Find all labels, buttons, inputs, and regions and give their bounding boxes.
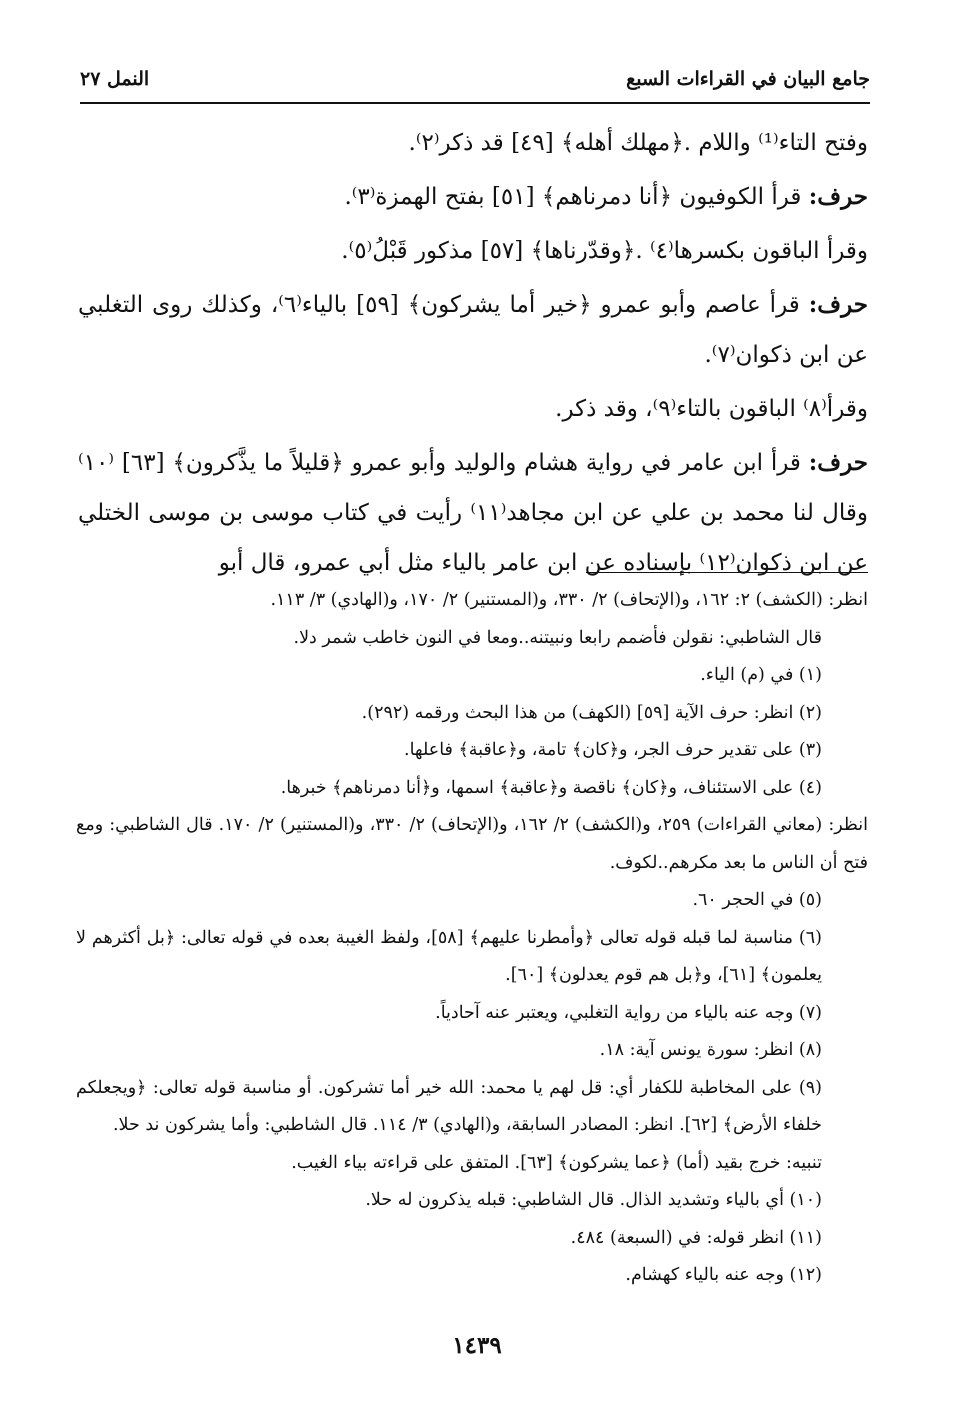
footnote: قال الشاطبي: نقولن فأضمم رابعا ونبيتنه..ومعا في النون خاطب شمر دلا. <box>293 627 822 648</box>
paragraph <box>78 118 868 168</box>
paragraph-label: حرف: <box>808 183 868 210</box>
footnote: تنبيه: خرج بقيد (أما) ﴿عما يشركون﴾ [٦٣]. المتفق على قراءته بياء الغيب. <box>291 1152 822 1173</box>
main-text <box>78 118 868 592</box>
paragraph-text: وقرأ الباقون بكسرها⁽٤⁾ .﴿وقدّرناها﴾ [٥٧] مذكور قَبْلُ⁽٥⁾. <box>341 238 868 264</box>
footnote-separator <box>586 572 868 573</box>
footnote: (١) في (م) الياء. <box>700 665 822 685</box>
footnote: انظر: (معاني القراءات) ٢٥٩، و(الكشف) ٢/ ١٦٢، و(الإتحاف) ٢/ ٣٣٠، و(المستنير) ٢/ ١٧٠. قال الشاطبي: ومع فتح أن الناس ما بعد مكرهم..لكوف. <box>76 815 868 873</box>
page-number: ١٤٣٩ <box>452 1332 502 1359</box>
footnote: (١١) انظر قوله: في (السبعة) ٤٨٤. <box>570 1227 822 1248</box>
footnotes <box>76 582 868 1295</box>
footnote: (٦) مناسبة لما قبله قوله تعالى ﴿وأمطرنا عليهم﴾ [٥٨]، ولفظ الغيبة بعده في قوله تعالى: ﴿بل أكثرهم لا يعلمون﴾ [٦١]، و﴿بل هم قوم يعدلون﴾ [٦٠]. <box>76 927 822 985</box>
header-rule <box>80 102 870 104</box>
paragraph-label: حرف: <box>808 449 869 476</box>
running-header <box>80 64 870 104</box>
footnote: (١٠) أي بالياء وتشديد الذال. قال الشاطبي: قبله يذكرون له حلا. <box>365 1190 822 1210</box>
paragraph-label: حرف: <box>808 291 868 318</box>
footnote: (٢) انظر: حرف الآية [٥٩] (الكهف) من هذا البحث ورقمه (٢٩٢). <box>361 702 822 723</box>
paragraph <box>78 384 868 434</box>
footnote: (٨) انظر: سورة يونس آية: ١٨. <box>599 1040 822 1060</box>
footnote: (٣) على تقدير حرف الجر، و﴿كان﴾ تامة، و﴿عاقبة﴾ فاعلها. <box>404 740 822 760</box>
paragraph-text: قرأ عاصم وأبو عمرو ﴿خير أما يشركون﴾ [٥٩] بالياء⁽٦⁾، وكذلك روى التغلبي عن ابن ذكوان⁽٧⁾. <box>78 292 868 368</box>
paragraph-text: وفتح التاء⁽¹⁾ واللام .﴿مهلك أهله﴾ [٤٩] قد ذكر⁽٢⁾. <box>408 130 868 156</box>
footnote: (٧) وجه عنه بالياء من رواية التغلبي، ويعتبر عنه آحادياً. <box>435 1002 822 1023</box>
footnote: (٩) على المخاطبة للكفار أي: قل لهم يا محمد: الله خير أما تشركون. أو مناسبة قوله تعالى: ﴿ويجعلكم خلفاء الأرض﴾ [٦٢]. انظر: المصادر السابقة، و(الهادي) ٣/ ١١٤. قال الشاطبي: وأما يشركون ند حلا. <box>76 1077 822 1135</box>
surah-label: النمل ٢٧ <box>80 68 150 90</box>
footnote: (٤) على الاستئناف، و﴿كان﴾ ناقصة و﴿عاقبة﴾ اسمها، و﴿أنا دمرناهم﴾ خبرها. <box>280 777 822 798</box>
book-title: جامع البيان في القراءات السبع <box>626 68 870 90</box>
paragraph <box>78 438 868 588</box>
paragraph-text: قرأ الكوفيون ﴿أنا دمرناهم﴾ [٥١] بفتح الهمزة⁽٣⁾. <box>344 184 809 210</box>
paragraph <box>78 172 868 222</box>
paragraph-text: وقرأ⁽٨⁾ الباقون بالتاء⁽٩⁾، وقد ذكر. <box>555 396 868 422</box>
paragraph-text: قرأ ابن عامر في رواية هشام والوليد وأبو عمرو ﴿قليلاً ما يذَّكرون﴾ [٦٣] ⁽١٠⁾ وقال لنا محمد بن علي عن ابن مجاهد⁽١١⁾ رأيت في كتاب موسى بن موسى الختلي عن ابن ذكوان⁽١٢⁾ بإسناده عن ابن عامر بالياء مثل أبي عمرو، قال أبو <box>78 450 868 576</box>
footnote: (١٢) وجه عنه بالياء كهشام. <box>625 1265 822 1285</box>
paragraph <box>78 280 868 380</box>
footnote: (٥) في الحجر ٦٠. <box>692 890 822 910</box>
paragraph <box>78 226 868 276</box>
footnote: انظر: (الكشف) ٢: ١٦٢، و(الإتحاف) ٢/ ٣٣٠، و(المستنير) ٢/ ١٧٠، و(الهادي) ٣/ ١١٣. <box>270 590 868 610</box>
